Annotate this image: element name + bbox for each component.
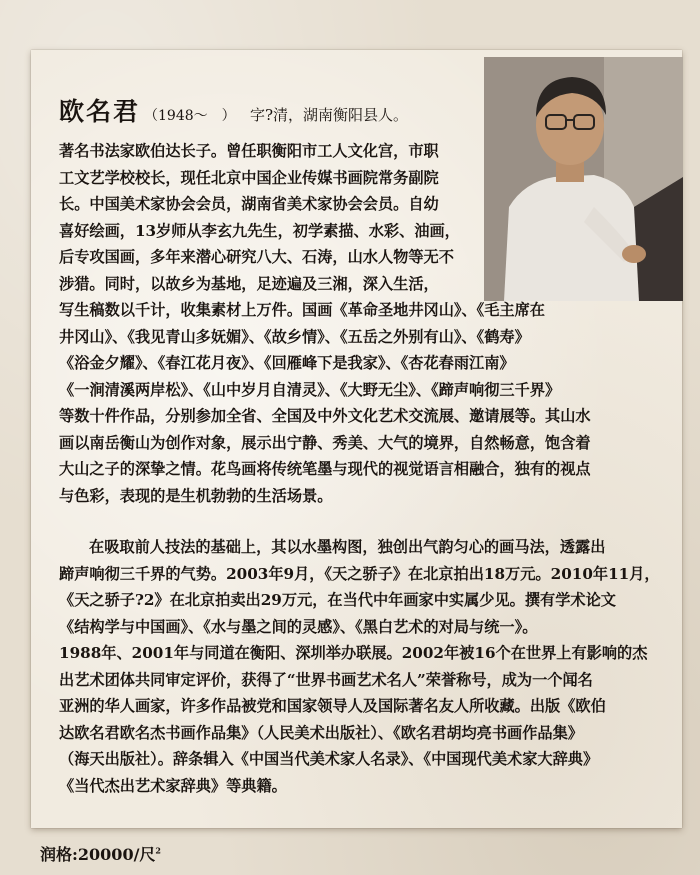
bio-line: 《结构学与中国画》、《水与墨之间的灵感》、《黑白艺术的对局与统一》。 (59, 617, 538, 636)
bio-full-block (59, 297, 591, 509)
bio-top-block (59, 138, 460, 297)
bio-line: 《浴金夕耀》、《春江花月夜》、《回雁峰下是我家》、《杏花春雨江南》 (59, 354, 515, 372)
bio-line: 《天之骄子?2》在北京拍卖出29万元，在当代中年画家中实属少见。撰有学术论文 (59, 591, 616, 609)
bio-line: 长。中国美术家协会会员，湖南省美术家协会会员。自幼 (59, 195, 439, 213)
bio-line: 《一涧清溪两岸松》、《山中岁月自清灵》、《大野无尘》、《蹄声响彻三千界》 (59, 380, 561, 399)
bio-line: 1988年、2001年与同道在衡阳、深圳举办联展。2002年被16个在世界上有影响的杰 (59, 644, 648, 662)
artist-years: （1948～ ） (144, 108, 236, 124)
bio-line: 达欧名君欧名杰书画作品集》（人民美术出版社）、《欧名君胡均亮书画作品集》 (59, 723, 583, 742)
artist-intro: 字?清，湖南衡阳县人。 (250, 106, 409, 124)
artist-portrait-photo (484, 57, 683, 301)
bio-line: 与色彩，表现的是生机勃勃的生活场景。 (59, 486, 333, 505)
bio-second-paragraph (59, 534, 660, 799)
bio-line: 《当代杰出艺术家辞典》等典籍。 (59, 776, 287, 795)
bio-line: 蹄声响彻三千界的气势。2003年9月，《天之骄子》在北京拍出18万元。2010年11月， (59, 564, 660, 583)
bio-line: 涉猎。同时，以故乡为基地，足迹遍及三湘，深入生活， (59, 274, 439, 293)
bio-line: 画以南岳衡山为创作对象，展示出宁静、秀美、大气的境界，自然畅意，饱含着 (59, 433, 591, 452)
artist-name: 欧名君 (59, 97, 141, 126)
price-unit-superscript: 2 (155, 845, 161, 856)
bio-line: 出艺术团体共同审定评价，获得了“世界书画艺术名人”荣誉称号，成为一个闻名 (59, 670, 593, 689)
bio-line: 喜好绘画，13岁师从李玄九先生，初学素描、水彩、油画， (59, 221, 460, 240)
price-label (40, 842, 161, 865)
bio-line: 亚洲的华人画家，许多作品被党和国家领导人及国际著名友人所收藏。出版《欧伯 (59, 697, 606, 715)
bio-line: 工文艺学校校长，现任北京中国企业传媒书画院常务副院 (59, 168, 439, 187)
artist-heading (59, 92, 408, 128)
bio-line: 著名书法家欧伯达长子。曾任职衡阳市工人文化宫，市职 (59, 142, 439, 160)
bio-line: 井冈山》、《我见青山多妩媚》、《故乡情》、《五岳之外别有山》、《鹤寿》 (59, 327, 530, 346)
bio-line: 在吸取前人技法的基础上，其以水墨构图，独创出气韵匀心的画马法，透露出 (89, 538, 606, 556)
bio-line: 写生稿数以千计，收集素材上万件。国画《革命圣地井冈山》、《毛主席在 (59, 301, 545, 319)
portrait-illustration (484, 57, 683, 301)
bio-line: 后专攻国画，多年来潜心研究八大、石涛，山水人物等无不 (59, 248, 454, 266)
bio-line: （海天出版社）。辞条辑入《中国当代美术家人名录》、《中国现代美术家大辞典》 (59, 750, 599, 768)
price-text: 润格:20000/尺 (40, 845, 156, 864)
bio-line: 大山之子的深挚之情。花鸟画将传统笔墨与现代的视觉语言相融合，独有的视点 (59, 460, 591, 478)
bio-line: 等数十件作品，分别参加全省、全国及中外文化艺术交流展、邀请展等。其山水 (59, 407, 591, 425)
